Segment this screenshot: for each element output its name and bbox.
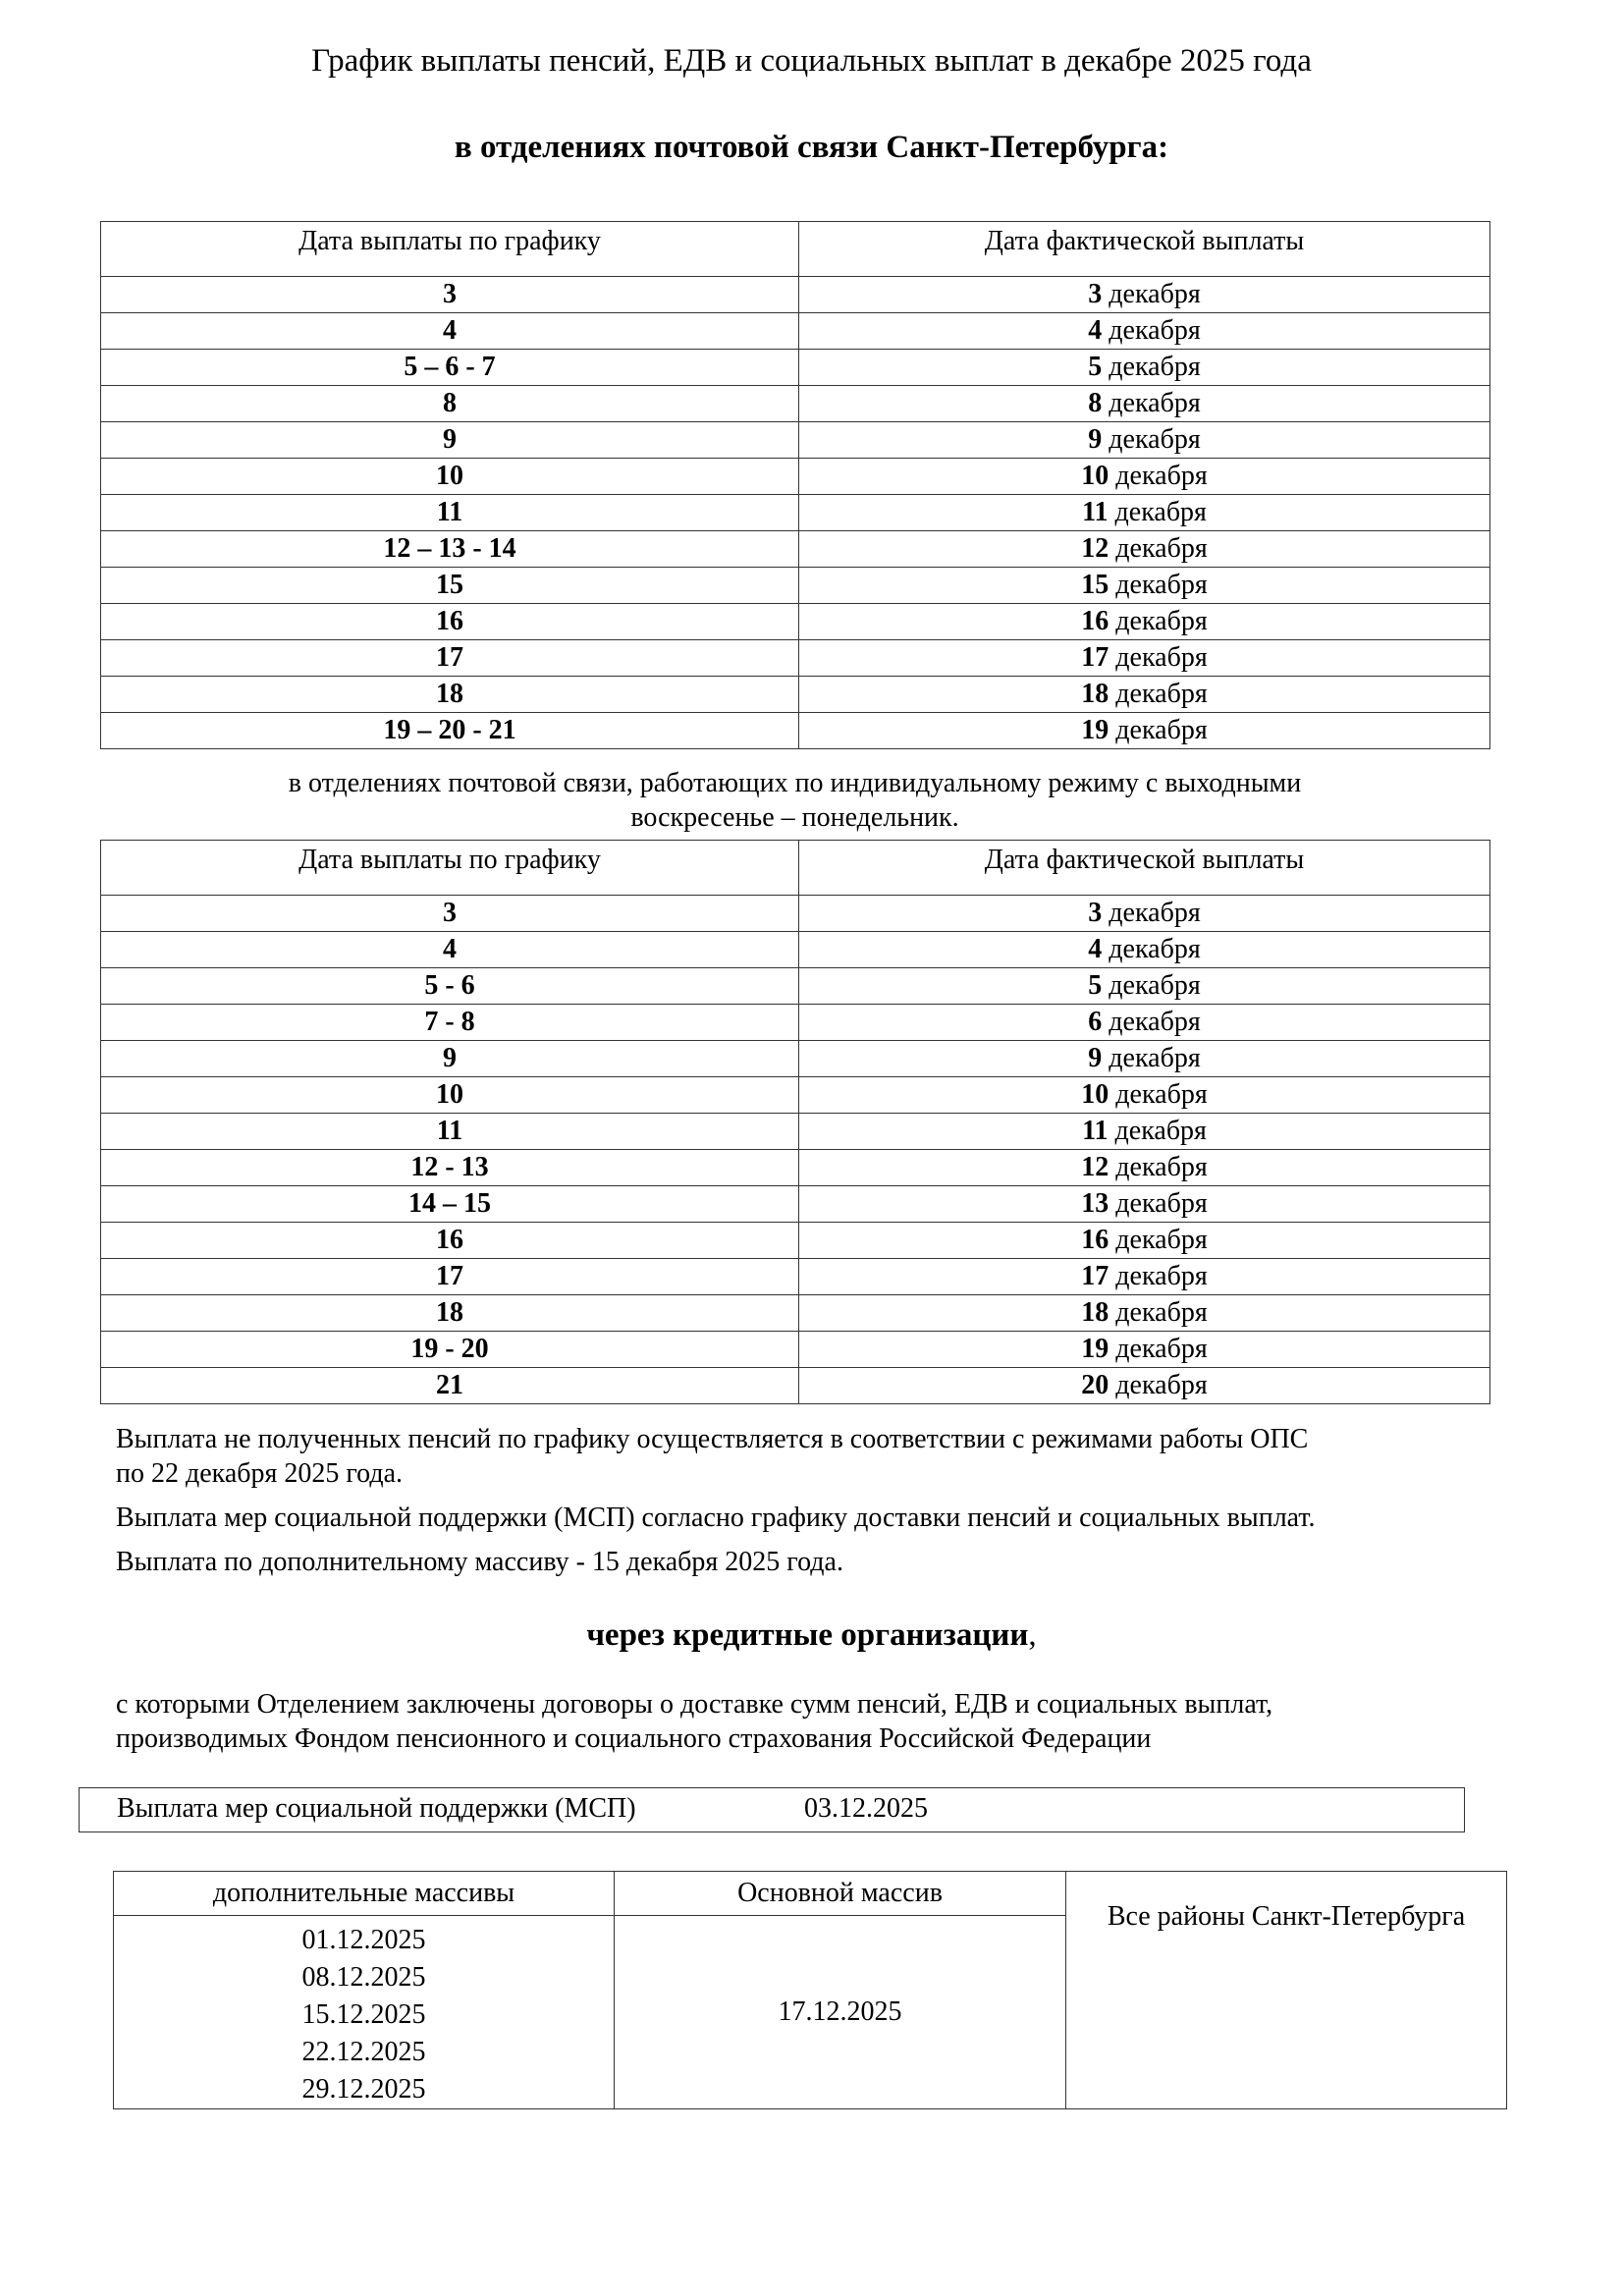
month-word: декабря — [1114, 1116, 1207, 1146]
actual-day: 19 — [1081, 1334, 1109, 1364]
actual-date-cell — [799, 1114, 1490, 1150]
scheduled-date-cell — [101, 313, 799, 350]
scheduled-date-cell — [101, 677, 799, 713]
main-array-date: 17.12.2025 — [615, 1916, 1066, 2109]
table-row — [101, 1077, 1490, 1114]
month-word: декабря — [1109, 315, 1201, 346]
scheduled-date-cell — [101, 640, 799, 677]
actual-date-cell — [799, 1077, 1490, 1114]
scheduled-date: 19 - 20 — [410, 1334, 489, 1364]
table-row — [101, 531, 1490, 568]
scheduled-date: 21 — [436, 1370, 463, 1400]
table-row — [101, 1005, 1490, 1041]
table-row — [101, 568, 1490, 604]
month-word: декабря — [1115, 1188, 1208, 1219]
table-row — [101, 677, 1490, 713]
column-header-actual-date: Дата фактической выплаты — [799, 222, 1490, 277]
actual-date-cell — [799, 640, 1490, 677]
month-word: декабря — [1109, 934, 1201, 964]
scheduled-date-cell — [101, 1005, 799, 1041]
scheduled-date: 10 — [436, 1079, 463, 1110]
scheduled-date: 15 — [436, 570, 463, 600]
actual-day: 5 — [1088, 352, 1103, 382]
scheduled-date-cell — [101, 896, 799, 932]
actual-day: 17 — [1081, 642, 1109, 673]
month-word: декабря — [1114, 497, 1207, 527]
actual-date-cell — [799, 1368, 1490, 1404]
actual-date-cell — [799, 1005, 1490, 1041]
actual-day: 11 — [1082, 497, 1109, 527]
table-header-row — [101, 841, 1490, 896]
scheduled-date: 4 — [443, 934, 457, 964]
actual-date-cell — [799, 1186, 1490, 1223]
actual-day: 18 — [1081, 679, 1109, 709]
month-word: декабря — [1115, 679, 1208, 709]
table-row — [101, 1332, 1490, 1368]
month-word: декабря — [1115, 570, 1208, 600]
actual-day: 19 — [1081, 715, 1109, 745]
month-word: декабря — [1115, 1261, 1208, 1291]
msp-payment-box — [79, 1787, 1465, 1832]
credit-heading-text: через кредитные организации — [586, 1617, 1029, 1653]
table-row — [101, 459, 1490, 495]
table-row — [101, 386, 1490, 422]
column-header-scheduled-date: Дата выплаты по графику — [101, 841, 799, 896]
actual-day: 17 — [1081, 1261, 1109, 1291]
actual-day: 15 — [1081, 570, 1109, 600]
scheduled-date-cell — [101, 932, 799, 968]
table-row — [101, 1223, 1490, 1259]
actual-day: 10 — [1081, 1079, 1109, 1110]
month-word: декабря — [1109, 279, 1201, 309]
scheduled-date-cell — [101, 495, 799, 531]
actual-date-cell — [799, 1041, 1490, 1077]
actual-date-cell — [799, 1150, 1490, 1186]
table-row — [101, 896, 1490, 932]
scheduled-date-cell — [101, 350, 799, 386]
actual-date-cell — [799, 1223, 1490, 1259]
post-office-schedule-table — [100, 221, 1490, 749]
table-row — [101, 932, 1490, 968]
actual-day: 11 — [1082, 1116, 1109, 1146]
scheduled-date: 19 – 20 - 21 — [383, 715, 516, 745]
actual-date-cell — [799, 1332, 1490, 1368]
month-word: декабря — [1109, 1007, 1201, 1037]
scheduled-date-cell — [101, 1114, 799, 1150]
actual-date-cell — [799, 386, 1490, 422]
actual-day: 16 — [1081, 1225, 1109, 1255]
actual-day: 3 — [1088, 279, 1103, 309]
scheduled-date: 4 — [443, 315, 457, 346]
additional-date: 29.12.2025 — [301, 2074, 426, 2105]
actual-date-cell — [799, 495, 1490, 531]
scheduled-date: 3 — [443, 898, 457, 928]
additional-date: 08.12.2025 — [301, 1962, 426, 1993]
actual-date-cell — [799, 968, 1490, 1005]
scheduled-date: 5 – 6 - 7 — [404, 352, 496, 382]
scheduled-date-cell — [101, 968, 799, 1005]
actual-day: 6 — [1088, 1007, 1103, 1037]
actual-date-cell — [799, 604, 1490, 640]
table-row — [101, 713, 1490, 749]
month-word: декабря — [1115, 606, 1208, 636]
scheduled-date: 3 — [443, 279, 457, 309]
scheduled-date-cell — [101, 1259, 799, 1295]
scheduled-date-cell — [101, 531, 799, 568]
month-word: декабря — [1115, 461, 1208, 491]
actual-date-cell — [799, 713, 1490, 749]
actual-date-cell — [799, 277, 1490, 313]
actual-date-cell — [799, 677, 1490, 713]
table-row — [101, 313, 1490, 350]
month-word: декабря — [1115, 1370, 1208, 1400]
actual-day: 8 — [1088, 388, 1103, 418]
table-row — [101, 277, 1490, 313]
actual-date-cell — [799, 350, 1490, 386]
table-header-row — [114, 1872, 1507, 1916]
actual-day: 18 — [1081, 1297, 1109, 1328]
table-row — [101, 495, 1490, 531]
scheduled-date: 12 - 13 — [410, 1152, 489, 1182]
scheduled-date-cell — [101, 604, 799, 640]
individual-mode-caption-line2: воскресенье – понедельник. — [630, 802, 959, 833]
scheduled-date: 8 — [443, 388, 457, 418]
table-row — [101, 422, 1490, 459]
column-header-main-array: Основной массив — [615, 1872, 1066, 1916]
actual-day: 16 — [1081, 606, 1109, 636]
month-word: декабря — [1109, 970, 1201, 1001]
note-undelivered-line2: по 22 декабря 2025 года. — [116, 1458, 404, 1489]
actual-day: 3 — [1088, 898, 1103, 928]
table-row — [101, 1150, 1490, 1186]
month-word: декабря — [1109, 898, 1201, 928]
table-row — [101, 1041, 1490, 1077]
individual-mode-caption-line1: в отделениях почтовой связи, работающих по индивидуальному режиму с выходными — [288, 768, 1302, 798]
month-word: декабря — [1109, 424, 1201, 455]
scheduled-date-cell — [101, 1332, 799, 1368]
month-word: декабря — [1115, 715, 1208, 745]
table-row — [101, 640, 1490, 677]
actual-day: 10 — [1081, 461, 1109, 491]
scheduled-date: 9 — [443, 1043, 457, 1073]
column-header-additional-arrays: дополнительные массивы — [114, 1872, 615, 1916]
table-header-row — [101, 222, 1490, 277]
table-row — [101, 1114, 1490, 1150]
scheduled-date: 12 – 13 - 14 — [383, 533, 516, 564]
scheduled-date-cell — [101, 1186, 799, 1223]
actual-date-cell — [799, 896, 1490, 932]
scheduled-date-cell — [101, 568, 799, 604]
month-word: декабря — [1115, 1225, 1208, 1255]
month-word: декабря — [1109, 1043, 1201, 1073]
actual-day: 9 — [1088, 1043, 1103, 1073]
scheduled-date: 7 - 8 — [424, 1007, 475, 1037]
actual-day: 12 — [1081, 1152, 1109, 1182]
actual-day: 9 — [1088, 424, 1103, 455]
actual-date-cell — [799, 1259, 1490, 1295]
scheduled-date-cell — [101, 1150, 799, 1186]
scheduled-date: 18 — [436, 1297, 463, 1328]
scheduled-date-cell — [101, 1077, 799, 1114]
actual-day: 20 — [1081, 1370, 1109, 1400]
document-title: График выплаты пенсий, ЕДВ и социальных выплат в декабре 2025 года — [311, 43, 1312, 79]
table-row — [101, 1186, 1490, 1223]
scheduled-date-cell — [101, 1041, 799, 1077]
scheduled-date: 9 — [443, 424, 457, 455]
actual-day: 4 — [1088, 315, 1103, 346]
additional-date: 15.12.2025 — [301, 1999, 426, 2030]
scheduled-date-cell — [101, 1368, 799, 1404]
note-additional-array: Выплата по дополнительному массиву - 15 декабря 2025 года. — [116, 1547, 843, 1577]
actual-date-cell — [799, 422, 1490, 459]
actual-date-cell — [799, 531, 1490, 568]
scheduled-date-cell — [101, 459, 799, 495]
msp-label: Выплата мер социальной поддержки (МСП) — [117, 1793, 636, 1824]
month-word: декабря — [1109, 352, 1201, 382]
column-header-actual-date: Дата фактической выплаты — [799, 841, 1490, 896]
scheduled-date: 17 — [436, 642, 463, 673]
month-word: декабря — [1115, 642, 1208, 673]
note-undelivered-line1: Выплата не полученных пенсий по графику осуществляется в соответствии с режимами работы ОПС — [116, 1424, 1309, 1454]
scheduled-date: 11 — [436, 1116, 463, 1146]
credit-organizations-heading — [0, 1615, 1623, 1655]
note-msp: Выплата мер социальной поддержки (МСП) согласно графику доставки пенсий и социальных выплат. — [116, 1503, 1316, 1533]
credit-description-line2: производимых Фондом пенсионного и социального страхования Российской Федерации — [116, 1723, 1152, 1754]
scheduled-date: 17 — [436, 1261, 463, 1291]
credit-description-line1: с которыми Отделением заключены договоры о доставке сумм пенсий, ЕДВ и социальных выплат, — [116, 1689, 1273, 1720]
scheduled-date: 16 — [436, 1225, 463, 1255]
payment-arrays-table — [113, 1871, 1507, 2109]
scheduled-date: 16 — [436, 606, 463, 636]
scheduled-date: 5 - 6 — [424, 970, 475, 1001]
additional-date: 22.12.2025 — [301, 2037, 426, 2067]
table-row — [101, 968, 1490, 1005]
month-word: декабря — [1115, 1079, 1208, 1110]
actual-date-cell — [799, 568, 1490, 604]
scheduled-date-cell — [101, 422, 799, 459]
actual-date-cell — [799, 1295, 1490, 1332]
scheduled-date-cell — [101, 1223, 799, 1259]
month-word: декабря — [1115, 1152, 1208, 1182]
table-row — [101, 1368, 1490, 1404]
scheduled-date: 11 — [436, 497, 463, 527]
actual-date-cell — [799, 313, 1490, 350]
document-subtitle: в отделениях почтовой связи Санкт-Петербурга: — [454, 130, 1169, 165]
scheduled-date: 10 — [436, 461, 463, 491]
additional-dates-cell — [114, 1916, 615, 2109]
table-row — [101, 1259, 1490, 1295]
actual-day: 12 — [1081, 533, 1109, 564]
additional-date: 01.12.2025 — [301, 1925, 426, 1955]
msp-date: 03.12.2025 — [804, 1793, 928, 1824]
actual-date-cell — [799, 932, 1490, 968]
table-row — [101, 604, 1490, 640]
actual-date-cell — [799, 459, 1490, 495]
scheduled-date: 18 — [436, 679, 463, 709]
scheduled-date-cell — [101, 713, 799, 749]
table-row — [101, 1295, 1490, 1332]
individual-mode-schedule-table — [100, 840, 1490, 1404]
scheduled-date-cell — [101, 1295, 799, 1332]
month-word: декабря — [1115, 1297, 1208, 1328]
month-word: декабря — [1115, 533, 1208, 564]
region-cell: Все районы Санкт-Петербурга — [1066, 1872, 1507, 2109]
actual-day: 5 — [1088, 970, 1103, 1001]
column-header-scheduled-date: Дата выплаты по графику — [101, 222, 799, 277]
credit-heading-comma: , — [1028, 1617, 1037, 1653]
actual-day: 4 — [1088, 934, 1103, 964]
table-row — [101, 350, 1490, 386]
month-word: декабря — [1115, 1334, 1208, 1364]
scheduled-date: 14 – 15 — [408, 1188, 491, 1219]
scheduled-date-cell — [101, 386, 799, 422]
scheduled-date-cell — [101, 277, 799, 313]
actual-day: 13 — [1081, 1188, 1109, 1219]
month-word: декабря — [1109, 388, 1201, 418]
